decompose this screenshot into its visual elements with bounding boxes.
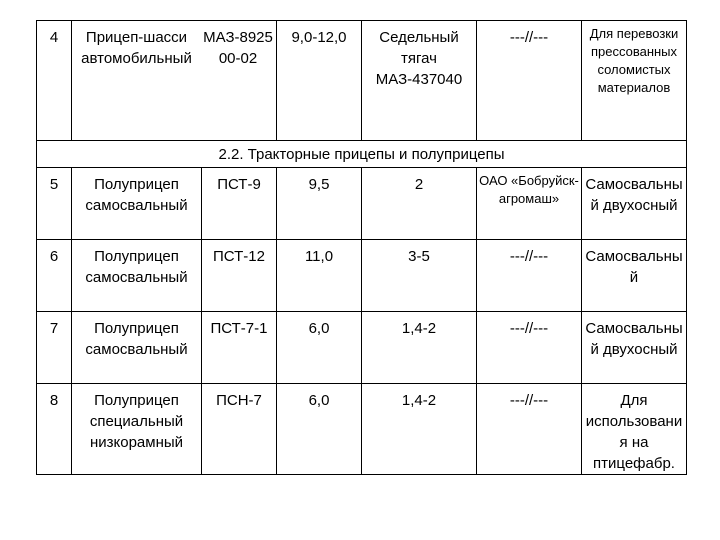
trailer-model: ПСТ-7-1	[202, 312, 277, 384]
trailer-model: МАЗ-892500-02	[203, 29, 273, 67]
purpose-cell: Самосвальный двухосный	[582, 168, 687, 240]
maker-cell: ---//---	[477, 312, 582, 384]
purpose-cell: Для использования на птицефабр.	[582, 384, 687, 475]
maker-cell: ---//---	[477, 384, 582, 475]
trailer-name: Полуприцеп самосвальный	[72, 240, 202, 312]
name-model-cell	[72, 21, 277, 141]
tractor-cell: 1,4-2	[362, 384, 477, 475]
trailer-model: ПСН-7	[202, 384, 277, 475]
table-row	[37, 21, 687, 141]
tractor-cell: 2	[362, 168, 477, 240]
row-number: 6	[37, 240, 72, 312]
capacity-cell: 11,0	[277, 240, 362, 312]
capacity-cell: 9,0-12,0	[277, 21, 362, 141]
capacity-cell: 6,0	[277, 312, 362, 384]
capacity-cell: 9,5	[277, 168, 362, 240]
capacity-cell: 6,0	[277, 384, 362, 475]
purpose-cell: Для перевозки прессованных соломистых материалов	[582, 21, 687, 141]
maker-cell: ОАО «Бобруйск-агромаш»	[477, 168, 582, 240]
maker-cell: ---//---	[477, 240, 582, 312]
trailers-table	[36, 20, 687, 475]
trailer-model: ПСТ-12	[202, 240, 277, 312]
trailer-name: Полуприцеп специальный низкорамный	[72, 384, 202, 475]
tractor-cell: 3-5	[362, 240, 477, 312]
trailer-model: ПСТ-9	[202, 168, 277, 240]
maker-cell: ---//---	[477, 21, 582, 141]
tractor-cell: Седельный тягач МАЗ-437040	[362, 21, 477, 141]
tractor-cell: 1,4-2	[362, 312, 477, 384]
table-row	[37, 312, 687, 384]
section-row	[37, 141, 687, 168]
trailer-name: Прицеп-шасси автомобильный	[81, 29, 192, 67]
row-number: 5	[37, 168, 72, 240]
purpose-cell: Самосвальный	[582, 240, 687, 312]
row-number: 4	[37, 21, 72, 141]
table-row	[37, 240, 687, 312]
trailer-name: Полуприцеп самосвальный	[72, 168, 202, 240]
purpose-cell: Самосвальный двухосный	[582, 312, 687, 384]
table-row	[37, 384, 687, 475]
trailer-name: Полуприцеп самосвальный	[72, 312, 202, 384]
section-title: 2.2. Тракторные прицепы и полуприцепы	[37, 141, 687, 168]
table-row	[37, 168, 687, 240]
row-number: 7	[37, 312, 72, 384]
row-number: 8	[37, 384, 72, 475]
